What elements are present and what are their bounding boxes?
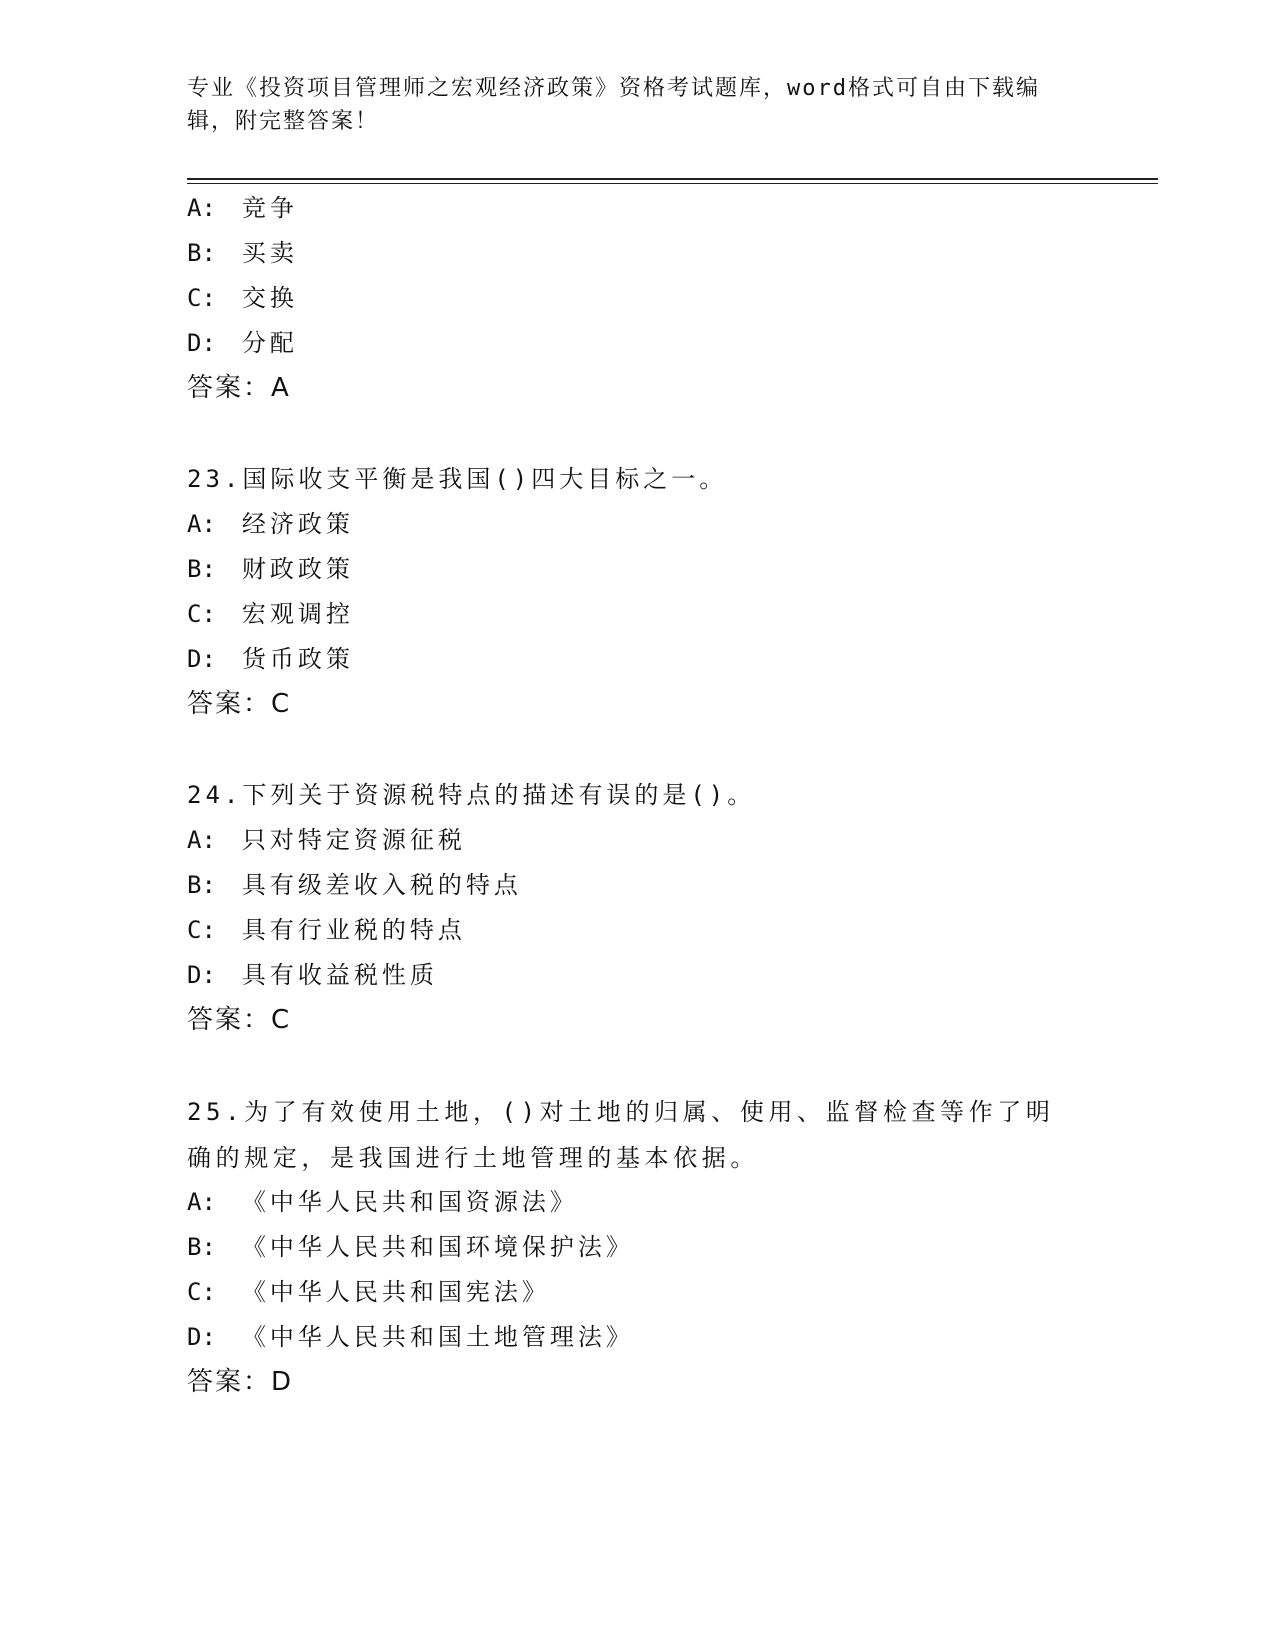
option-b: B: 具有级差收入税的特点 — [187, 871, 522, 899]
option-a: A: 经济政策 — [187, 510, 354, 538]
header-divider-thin — [187, 183, 1158, 184]
question-stem: 23.国际收支平衡是我国()四大目标之一。 — [187, 465, 728, 493]
option-b: B: 财政政策 — [187, 555, 354, 583]
option-d: D: 《中华人民共和国土地管理法》 — [187, 1323, 634, 1351]
answer: 答案：C — [187, 1005, 292, 1035]
option-a: A: 《中华人民共和国资源法》 — [187, 1188, 578, 1216]
document-header: 专业《投资项目管理师之宏观经济政策》资格考试题库，word格式可自由下载编辑，附完整答案！ — [187, 76, 1040, 134]
option-a: A: 竞争 — [187, 194, 298, 222]
option-c: C: 《中华人民共和国宪法》 — [187, 1278, 550, 1306]
option-b: B: 买卖 — [187, 239, 298, 267]
answer: 答案：D — [187, 1367, 294, 1397]
option-a: A: 只对特定资源征税 — [187, 826, 466, 854]
option-c: C: 具有行业税的特点 — [187, 916, 466, 944]
option-d: D: 分配 — [187, 329, 298, 357]
question-stem: 24.下列关于资源税特点的描述有误的是()。 — [187, 781, 756, 809]
option-b: B: 《中华人民共和国环境保护法》 — [187, 1233, 634, 1261]
question-stem: 25.为了有效使用土地，()对土地的归属、使用、监督检查等作了明确的规定，是我国进行土地管理的基本依据。 — [187, 1098, 1055, 1172]
option-d: D: 货币政策 — [187, 645, 354, 673]
header-divider — [187, 178, 1158, 180]
answer: 答案：A — [187, 373, 291, 403]
option-d: D: 具有收益税性质 — [187, 961, 438, 989]
option-c: C: 交换 — [187, 284, 298, 312]
answer: 答案：C — [187, 689, 292, 719]
option-c: C: 宏观调控 — [187, 600, 354, 628]
